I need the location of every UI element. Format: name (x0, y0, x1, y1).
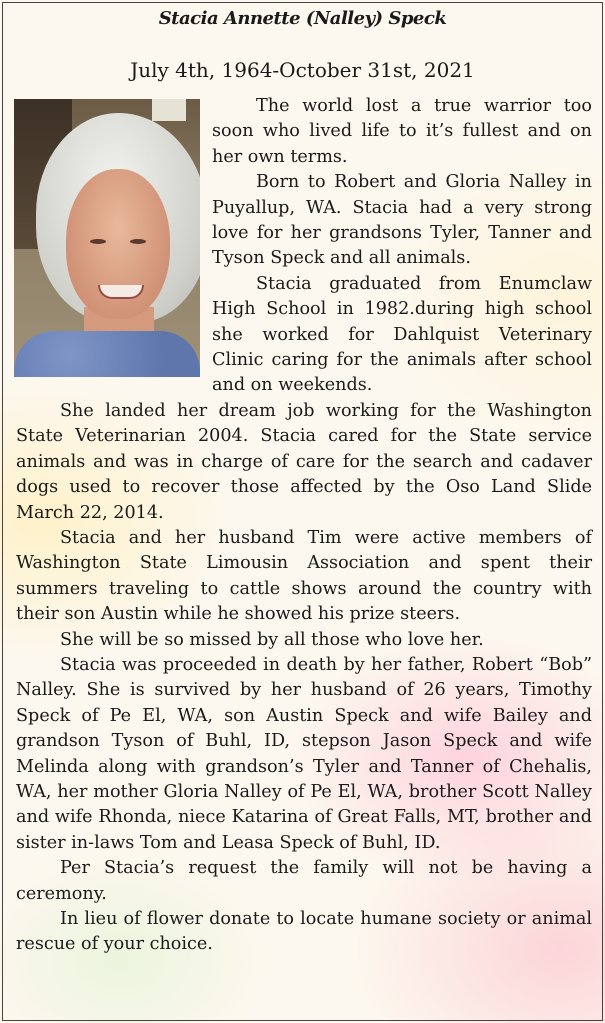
paragraph: In lieu of flower donate to locate humane society or animal rescue of your choice. (16, 909, 592, 955)
paragraph: She will be so missed by all those who love her. (60, 629, 484, 650)
paragraph: She landed her dream job working for the Washington State Veterinarian 2004. Stacia cared for the State service animals and was in charge of care for the search and cadaver dogs used to recover those affected by the Oso Land Slide March 22, 2014. (16, 400, 592, 523)
obituary-dates: July 4th, 1964-October 31st, 2021 (130, 58, 475, 82)
paragraph: Per Stacia’s request the family will not be having a ceremony. (16, 858, 592, 904)
obituary-text (16, 94, 592, 958)
paragraph: Born to Robert and Gloria Nalley in Puyallup, WA. Stacia had a very strong love for her grandsons Tyler, Tanner and Tyson Speck and all animals. (212, 172, 592, 269)
paragraph: Stacia graduated from Enumclaw High School in 1982.during high school she worked for Dahlquist Veterinary Clinic caring for the animals after school and on weekends. (212, 273, 592, 396)
obituary-name: Stacia Annette (Nalley) Speck (158, 8, 447, 29)
paragraph: Stacia and her husband Tim were active members of Washington State Limousin Association and spent their summers traveling to cattle shows around the country with their son Austin while he showed his prize steers. (16, 527, 592, 625)
paragraph: Stacia was proceeded in death by her father, Robert “Bob” Nalley. She is survived by her husband of 26 years, Timothy Speck of Pe El, WA, son Austin Speck and wife Bailey and grandson Tyson of Buhl, ID, stepson Jason Speck and wife Melinda along with grandson’s Tyler and Tanner of Chehalis, WA, her mother Gloria Nalley of Pe El, WA, brother Scott Nalley and wife Rhonda, niece Katarina of Great Falls, MT, brother and sister in-laws Tom and Leasa Speck of Buhl, ID. (16, 654, 592, 853)
paragraph: The world lost a true warrior too soon who lived life to it’s fullest and on her own terms. (212, 96, 592, 167)
